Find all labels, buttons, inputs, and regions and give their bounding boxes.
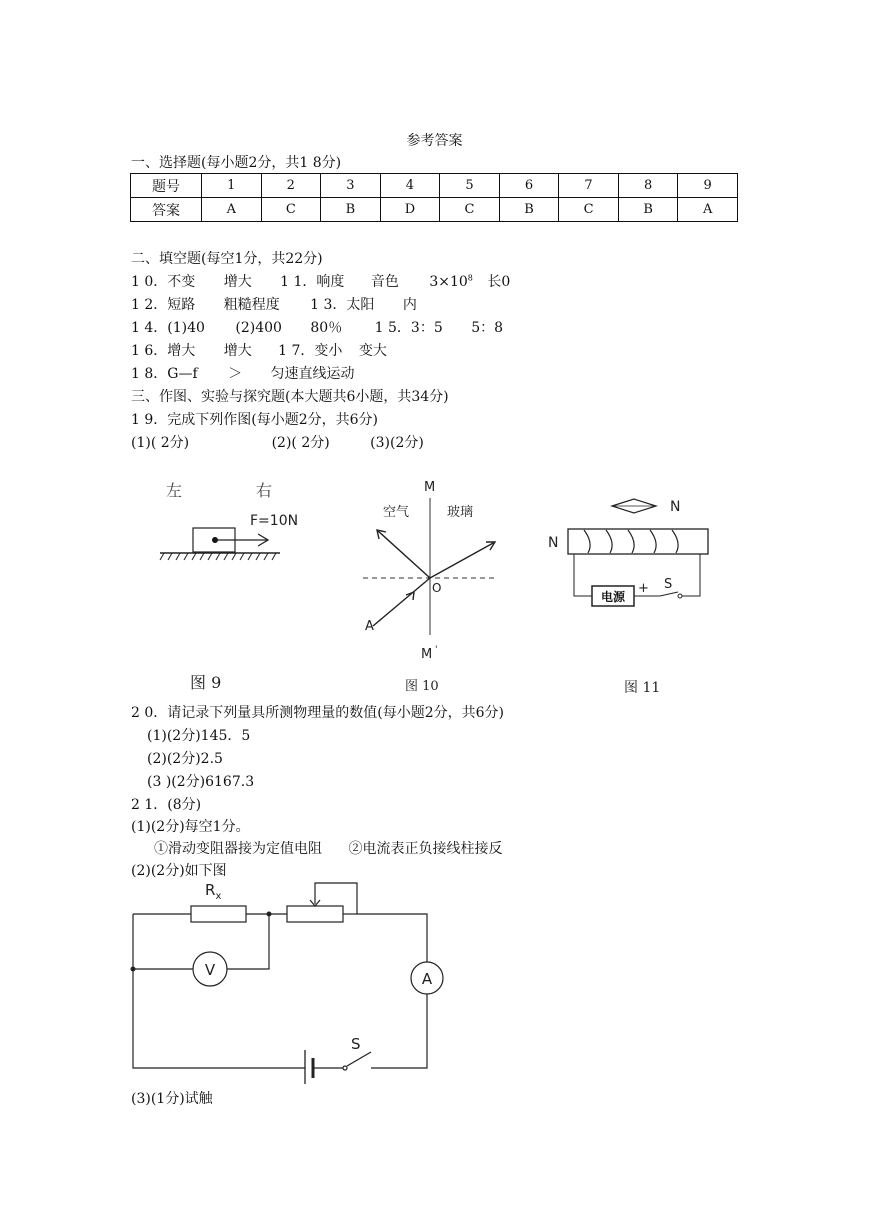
answer-line-14-15: 1 4．(1)40 (2)400 80％ 1 5．3：5 5：8: [131, 320, 504, 336]
fig9-left-label: 左: [166, 481, 183, 500]
table-cell: B: [321, 198, 381, 222]
table-cell: B: [618, 198, 678, 222]
q21-part-1-answers: ①滑动变阻器接为定值电阻 ②电流表正负接线柱接反: [154, 841, 503, 857]
circuit-ammeter-label: A: [421, 970, 433, 988]
table-cell: 9: [678, 174, 738, 198]
q20-answer-1: (1)(2分)145．5: [147, 728, 251, 744]
fig9-right-label: 右: [256, 481, 273, 500]
answer-line-12-13: 1 2．短路 粗糙程度 1 3．太阳 内: [131, 297, 417, 313]
table-cell: 4: [380, 174, 440, 198]
fig10-o-label: O: [432, 581, 442, 595]
page-title: 参考答案: [406, 133, 463, 149]
circuit-switch: [347, 1052, 371, 1066]
fig10-caption: 图 10: [405, 679, 439, 694]
fig10-reflected-ray: [377, 530, 430, 578]
fig10-refracted-ray: [430, 542, 495, 578]
circuit-diagram: [125, 878, 455, 1090]
q21-part-1: (1)(2分)每空1分。: [131, 819, 250, 835]
fig11-switch: [660, 592, 678, 596]
section3-heading: 三、作图、实验与探究题(本大题共6小题，共34分): [131, 389, 449, 405]
q21-part-2: (2)(2分)如下图: [131, 863, 227, 879]
circuit-switch-contact: [343, 1066, 347, 1070]
table-cell: 5: [440, 174, 500, 198]
fig11-coil-windings: [584, 530, 678, 553]
answer-table: [130, 173, 738, 222]
q20-answer-3: (3 )(2分)6167.3: [147, 774, 255, 790]
figure-9: [150, 470, 340, 700]
table-cell: 1: [202, 174, 262, 198]
figure-10: [355, 472, 525, 700]
fig11-wire-right: [682, 554, 700, 596]
fig10-a-label: A: [365, 619, 374, 634]
section1-heading: 一、选择题(每小题2分，共1 8分): [131, 155, 342, 171]
fig9-caption: 图 9: [190, 673, 222, 692]
fig10-m-top: M: [424, 480, 436, 495]
q21-heading: 2 1．(8分): [131, 797, 202, 813]
circuit-rx-label: $R_x$: [205, 881, 222, 902]
table-cell: 6: [499, 174, 559, 198]
fig11-caption: 图 11: [624, 680, 661, 696]
fig10-glass-label: 玻璃: [447, 505, 474, 520]
fig9-force-label: F=10N: [250, 513, 299, 529]
section2-heading: 二、填空题(每空1分，共22分): [131, 251, 323, 267]
row-label-question: 题号: [131, 174, 202, 198]
q21-part-3: (3)(1分)试触: [131, 1091, 213, 1107]
fig9-ground-hatch: [160, 553, 276, 560]
circuit-rheostat: [287, 906, 343, 922]
fig11-needle-n: N: [670, 499, 681, 515]
table-cell: 2: [261, 174, 321, 198]
circuit-resistor-rx: [191, 906, 246, 922]
table-cell: A: [202, 198, 262, 222]
answer-line-10-11: 1 0．不变 增大 1 1．响度 音色 $3\times 10^8$ 长0: [131, 273, 511, 290]
circuit-junction: [267, 912, 272, 917]
table-cell: A: [678, 198, 738, 222]
circuit-wires: [133, 883, 427, 1068]
row-label-answer: 答案: [131, 198, 202, 222]
fig11-plus: +: [638, 581, 649, 596]
circuit-switch-label: S: [351, 1035, 361, 1053]
figure-11: [540, 488, 720, 703]
fig11-coil-n: N: [548, 535, 559, 551]
table-cell: D: [380, 198, 440, 222]
table-row: [131, 174, 738, 198]
table-cell: C: [440, 198, 500, 222]
table-cell: 7: [559, 174, 619, 198]
q19-heading: 1 9．完成下列作图(每小题2分，共6分): [131, 412, 379, 428]
q20-heading: 2 0．请记录下列量具所测物理量的数值(每小题2分，共6分): [131, 705, 505, 721]
q19-parts: (1)( 2分) (2)( 2分) (3)(2分): [131, 435, 424, 451]
table-cell: 3: [321, 174, 381, 198]
table-row: [131, 198, 738, 222]
q20-answer-2: (2)(2分)2.5: [147, 751, 223, 767]
circuit-junction: [131, 967, 136, 972]
svg-text:': ': [435, 645, 438, 655]
fig10-m-bottom: M: [421, 647, 433, 662]
fig11-power-label: 电源: [600, 590, 626, 604]
table-cell: B: [499, 198, 559, 222]
answer-line-18: 1 8．G—f ＞ 匀速直线运动: [131, 366, 355, 382]
table-cell: C: [261, 198, 321, 222]
answer-line-16-17: 1 6．增大 增大 1 7．变小 变大: [131, 343, 387, 359]
fig10-incident-ray: [373, 578, 430, 626]
fig11-switch-label: S: [664, 577, 673, 592]
circuit-voltmeter-label: V: [204, 961, 216, 979]
table-cell: 8: [618, 174, 678, 198]
fig10-air-label: 空气: [383, 505, 410, 520]
table-cell: C: [559, 198, 619, 222]
fig11-wire-left: [574, 554, 592, 596]
